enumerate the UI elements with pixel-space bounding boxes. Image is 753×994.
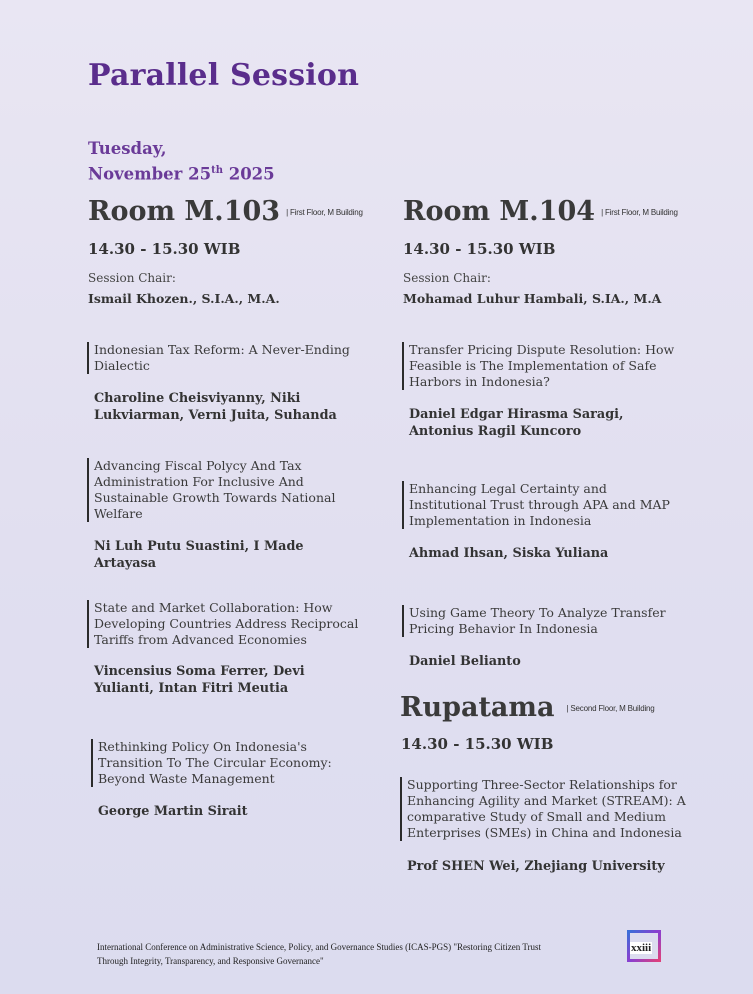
session-time: 14.30 - 15.30 WIB [401,735,554,753]
paper-title: Indonesian Tax Reform: A Never-Ending Dialectic [87,342,362,374]
paper-authors: Prof SHEN Wei, Zhejiang University [407,859,665,874]
paper-authors: Daniel Belianto [409,654,521,669]
paper-title: Rethinking Policy On Indonesia's Transition To The Circular Economy: Beyond Waste Management [91,739,350,787]
date-day: Tuesday, [88,139,167,158]
footer-line: Through Integrity, Transparency, and Responsive Governance" [97,956,324,966]
session-chair-name: Mohamad Luhur Hambali, S.IA., M.A [403,291,662,306]
date-full: November 25th 2025 [88,164,275,184]
paper-authors: Charoline Cheisviyanny, Niki Lukviarman, Verni Juita, Suhanda [94,391,337,423]
paper-authors: Ahmad Ihsan, Siska Yuliana [409,546,609,561]
room-m104-heading: Room M.104 | First Floor, M Building [403,196,678,227]
paper-title: State and Market Collaboration: How Developing Countries Address Reciprocal Tariffs from Advanced Economies [87,600,366,648]
session-chair-name: Ismail Khozen., S.I.A., M.A. [88,291,280,306]
session-date [88,138,275,186]
paper-title: Advancing Fiscal Polycy And Tax Administration For Inclusive And Sustainable Growth Towards National Welfare [87,458,362,522]
paper-authors: Daniel Edgar Hirasma Saragi, Antonius Ragil Kuncoro [409,407,624,439]
conference-footer [97,940,627,968]
room-location: | First Floor, M Building [601,208,678,217]
paper-title: Enhancing Legal Certainty and Institutional Trust through APA and MAP Implementation in Indonesia [402,481,687,529]
room-m103-heading: Room M.103 | First Floor, M Building [88,196,363,227]
paper-title: Supporting Three-Sector Relationships for Enhancing Agility and Market (STREAM): A comparative Study of Small and Medium Enterprises (SMEs) in China and Indonesia [400,777,689,841]
paper-authors: Vincensius Soma Ferrer, Devi Yulianti, Intan Fitri Meutia [94,664,305,696]
session-time: 14.30 - 15.30 WIB [403,240,556,258]
footer-line: International Conference on Administrative Science, Policy, and Governance Studies (ICAS-PGS) "Restoring Citizen Trust [97,942,542,952]
paper-title: Transfer Pricing Dispute Resolution: How Feasible is The Implementation of Safe Harbors in Indonesia? [402,342,687,390]
room-location: | Second Floor, M Building [566,704,655,713]
paper-authors: Ni Luh Putu Suastini, I Made Artayasa [94,539,304,571]
conference-logo-icon [621,924,667,968]
page-title: Parallel Session [88,58,360,93]
paper-authors: George Martin Sirait [98,804,248,819]
session-chair-label: Session Chair: [88,271,176,285]
session-time: 14.30 - 15.30 WIB [88,240,241,258]
room-location: | First Floor, M Building [286,208,363,217]
session-chair-label: Session Chair: [403,271,491,285]
page-number: xxiii [631,942,652,954]
room-rupatama-heading: Rupatama | Second Floor, M Building [400,692,655,723]
paper-title: Using Game Theory To Analyze Transfer Pricing Behavior In Indonesia [402,605,687,637]
